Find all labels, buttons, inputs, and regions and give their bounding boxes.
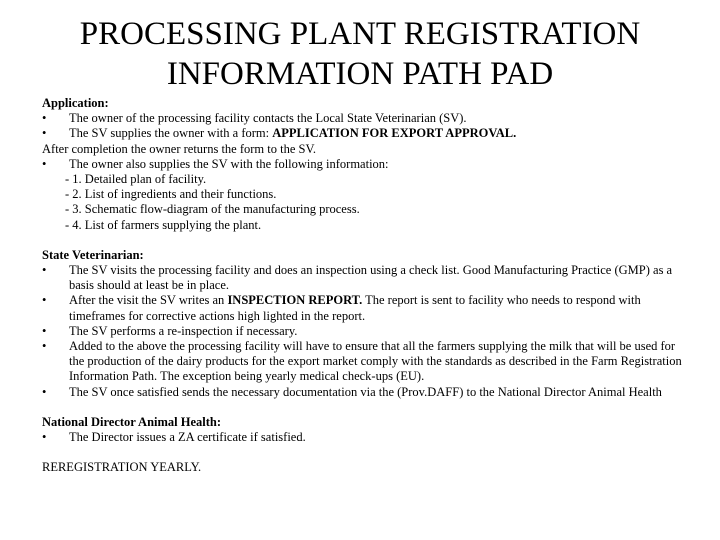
state-vet-heading: State Veterinarian: [42, 247, 144, 262]
list-item [42, 324, 682, 339]
list-item [42, 385, 682, 400]
info-item-2: - 2. List of ingredients and their functions. [65, 187, 277, 202]
bullet-icon: • [42, 126, 47, 141]
director-heading: National Director Animal Health: [42, 414, 222, 429]
state-vet-bullet-2: After the visit the SV writes an INSPECTION REPORT. The report is sent to facility who needs to respond with timeframes for corrective actions high lighted in the report. [69, 293, 641, 323]
state-vet-bullet-3: The SV performs a re-inspection if necessary. [69, 323, 298, 338]
application-after-text: After completion the owner returns the form to the SV. [42, 141, 317, 156]
form-name: APPLICATION FOR EXPORT APPROVAL. [272, 126, 517, 141]
bullet-icon: • [42, 156, 47, 171]
state-vet-bullet-1: The SV visits the processing facility and does an inspection using a check list. Good Manufacturing Practice (GMP) as a basis should at least be in place. [69, 263, 673, 293]
application-bullet-3: The owner also supplies the SV with the following information: [69, 156, 389, 171]
list-item [42, 126, 682, 141]
report-name: INSPECTION REPORT. [227, 293, 363, 308]
title-line-2: INFORMATION PATH PAD [166, 56, 554, 92]
info-item-4: - 4. List of farmers supplying the plant. [65, 217, 262, 232]
director-bullet-1: The Director issues a ZA certificate if satisfied. [69, 430, 306, 445]
bullet-icon: • [42, 263, 47, 278]
bullet-icon: • [42, 430, 47, 445]
bullet-icon: • [42, 111, 47, 126]
title-line-1: PROCESSING PLANT REGISTRATION [79, 16, 641, 52]
list-item [42, 339, 682, 385]
state-vet-bullet-4: Added to the above the processing facility will have to ensure that all the farmers supplying the milk that will be used for the production of the dairy products for the export market comply with the standards as described in the Farm Registration Information Path. The exception being yearly medical check-ups (EU). [69, 339, 682, 384]
application-bullet-1: The owner of the processing facility contacts the Local State Veterinarian (SV). [69, 111, 467, 126]
bullet-icon: • [42, 323, 47, 338]
list-item [42, 263, 682, 293]
bullet-icon: • [42, 384, 47, 399]
bullet-icon: • [42, 293, 47, 308]
document-body [42, 96, 682, 475]
list-item [42, 430, 682, 445]
info-item-1: - 1. Detailed plan of facility. [65, 172, 207, 187]
bullet-icon: • [42, 339, 47, 354]
info-item-3: - 3. Schematic flow-diagram of the manufacturing process. [65, 202, 360, 217]
page-title [0, 14, 720, 94]
application-bullet-2: The SV supplies the owner with a form: APPLICATION FOR EXPORT APPROVAL. [69, 126, 517, 141]
footer-note: REREGISTRATION YEARLY. [42, 460, 202, 475]
list-item [42, 293, 682, 323]
list-item [42, 111, 682, 126]
list-item [42, 157, 682, 172]
state-vet-bullet-5: The SV once satisfied sends the necessary documentation via the (Prov.DAFF) to the National Director Animal Health [69, 384, 662, 399]
application-heading: Application: [42, 96, 109, 110]
